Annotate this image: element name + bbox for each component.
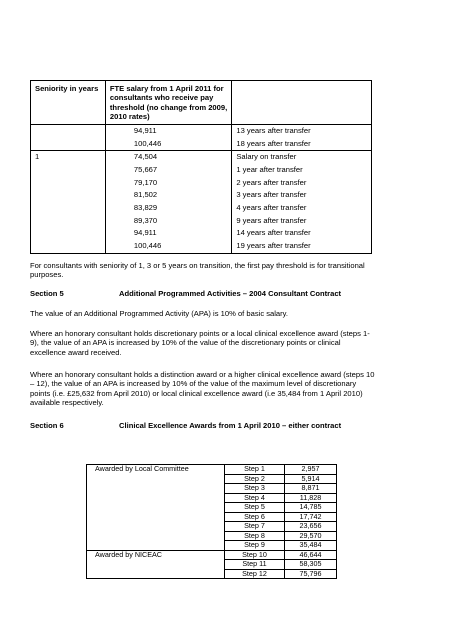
transfer-note: 13 years after transfer — [236, 125, 311, 135]
section6-label: Section 6 — [30, 421, 64, 430]
table-row — [87, 569, 337, 579]
section5-paragraph-1: The value of an Additional Programmed Activity (APA) is 10% of basic salary. — [30, 309, 289, 318]
clinical-excellence-awards-table — [86, 464, 337, 579]
awarded-by-cell — [87, 531, 225, 541]
transfer-note: 19 years after transfer — [236, 241, 311, 251]
table-row — [31, 124, 372, 150]
awarded-by-cell — [87, 512, 225, 522]
section6-title: Clinical Excellence Awards from 1 April 2010 – either contract — [119, 421, 342, 430]
table-row — [87, 541, 337, 551]
awarded-by-cell — [87, 560, 225, 570]
salary-cell — [105, 124, 231, 150]
awarded-by-cell — [87, 503, 225, 513]
table-row — [87, 512, 337, 522]
table-row — [31, 151, 372, 254]
awarded-by-cell: Awarded by Local Committee — [87, 465, 225, 475]
amount-cell: 2,957 — [285, 465, 337, 475]
amount-cell: 23,656 — [285, 522, 337, 532]
section5-label: Section 5 — [30, 289, 64, 298]
transfer-note: 9 years after transfer — [236, 215, 307, 225]
salary-value: 94,911 — [133, 125, 157, 135]
salary-value: 83,829 — [133, 203, 158, 213]
awarded-by-cell — [87, 493, 225, 503]
table-row — [87, 503, 337, 513]
table-row — [87, 493, 337, 503]
table-row — [87, 474, 337, 484]
amount-cell: 35,484 — [285, 541, 337, 551]
step-cell: Step 4 — [225, 493, 285, 503]
section5-paragraph-3: Where an honorary consultant holds a distinction award or a higher clinical excellence award (steps 10 – 12), the value of an APA is increased by 10% of the value of the maximum level of discretionary points (i.e. £25,632 from April 2010) or local clinical excellence award (i.e 35,484 from 1 April 2010) available respectively. — [30, 370, 375, 408]
transitional-note: For consultants with seniority of 1, 3 or 5 years on transition, the first pay threshold is for transitional purposes. — [30, 261, 365, 280]
amount-cell: 14,785 — [285, 503, 337, 513]
note-cell — [232, 124, 372, 150]
amount-cell: 29,570 — [285, 531, 337, 541]
notes-header — [232, 81, 372, 125]
salary-value: 79,170 — [133, 177, 158, 187]
seniority-cell — [31, 124, 106, 150]
transfer-note: Salary on transfer — [236, 152, 297, 162]
salary-value: 75,667 — [133, 165, 158, 174]
salary-value: 100,446 — [133, 241, 162, 251]
step-cell: Step 2 — [225, 474, 285, 484]
awarded-by-cell — [87, 484, 225, 494]
awarded-by-cell — [87, 569, 225, 579]
awarded-by-cell — [87, 474, 225, 484]
transfer-note: 14 years after transfer — [236, 228, 311, 238]
amount-cell: 46,644 — [285, 550, 337, 560]
transfer-note: 18 years after transfer — [236, 138, 311, 148]
awarded-by-cell — [87, 522, 225, 532]
awarded-by-cell — [87, 541, 225, 551]
amount-cell: 5,914 — [285, 474, 337, 484]
seniority-salary-table — [30, 80, 372, 254]
amount-cell: 17,742 — [285, 512, 337, 522]
step-cell: Step 9 — [225, 541, 285, 551]
salary-value: 74,504 — [133, 152, 158, 162]
note-cell — [232, 151, 372, 254]
seniority-value: 1 — [35, 152, 40, 162]
amount-cell: 11,828 — [285, 493, 337, 503]
table-header-row — [31, 81, 372, 125]
step-cell: Step 8 — [225, 531, 285, 541]
step-cell: Step 1 — [225, 465, 285, 475]
section5-title: Additional Programmed Activities – 2004 Consultant Contract — [119, 289, 342, 298]
step-cell: Step 6 — [225, 512, 285, 522]
step-cell: Step 7 — [225, 522, 285, 532]
step-cell: Step 3 — [225, 484, 285, 494]
amount-cell: 8,871 — [285, 484, 337, 494]
table-row — [87, 465, 337, 475]
transfer-note: 4 years after transfer — [236, 203, 307, 213]
salary-value: 100,446 — [133, 138, 162, 148]
table-row — [87, 560, 337, 570]
step-cell: Step 10 — [225, 550, 285, 560]
transfer-note: 2 years after transfer — [236, 177, 307, 187]
salary-value: 89,370 — [133, 215, 158, 225]
table-row — [87, 550, 337, 560]
salary-value: 81,502 — [133, 190, 158, 200]
salary-value: 94,911 — [133, 228, 157, 238]
step-cell: Step 5 — [225, 503, 285, 513]
amount-cell: 75,796 — [285, 569, 337, 579]
step-cell: Step 11 — [225, 560, 285, 570]
seniority-cell — [31, 151, 106, 254]
table-row — [87, 531, 337, 541]
transfer-note: 3 years after transfer — [236, 190, 307, 200]
seniority-header: Seniority in years — [31, 81, 106, 125]
section5-paragraph-2: Where an honorary consultant holds discretionary points or a local clinical excellence award (steps 1-9), the value of an APA is increased by 10% of the value of the discretionary points or clinical excellence award received. — [30, 329, 370, 357]
table-row — [87, 522, 337, 532]
awarded-by-cell: Awarded by NICEAC — [87, 550, 225, 560]
table-row — [87, 484, 337, 494]
transfer-note: 1 year after transfer — [236, 165, 303, 174]
fte-salary-header: FTE salary from 1 April 2011 for consultants who receive pay threshold (no change from 2009, 2010 rates) — [105, 81, 231, 125]
step-cell: Step 12 — [225, 569, 285, 579]
salary-cell — [105, 151, 231, 254]
amount-cell: 58,305 — [285, 560, 337, 570]
